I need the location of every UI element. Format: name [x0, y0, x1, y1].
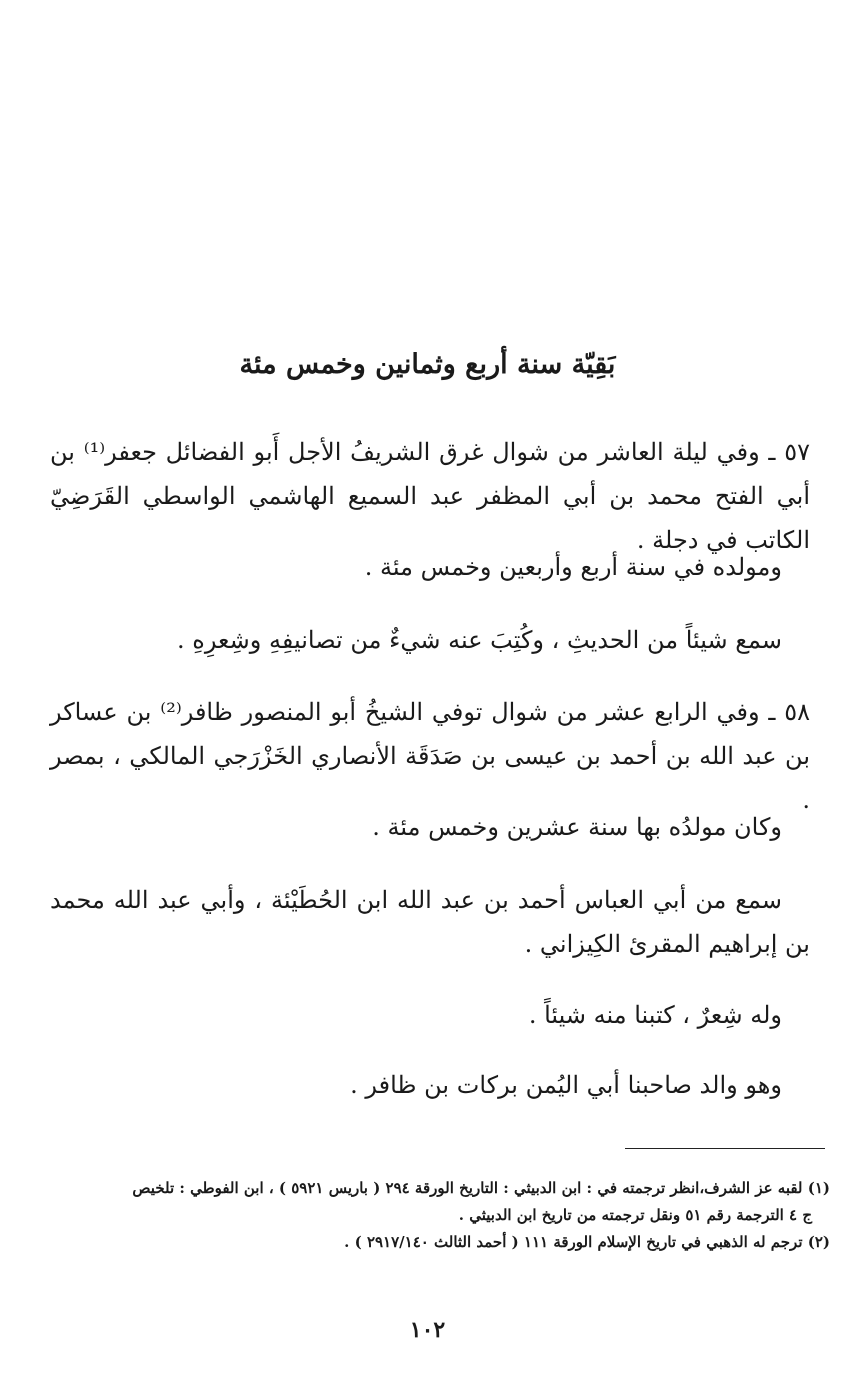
footnote-1: (١) لقبه عز الشرف،انظر ترجمته في : ابن الدبيثي : التاريخ الورقة ٢٩٤ ( باريس ٥٩٢١ ) ، ابن الفوطي : تلخيص	[132, 1179, 830, 1197]
birth-paragraph-57: ومولده في سنة أربع وأربعين وخمس مئة .	[364, 553, 782, 581]
hearing-paragraph-57: سمع شيئاً من الحديثِ ، وكُتِبَ عنه شيءٌ من تصانيفِهِ وشِعرِهِ .	[176, 626, 782, 654]
entry-58-paragraph: ٥٨ ـ وفي الرابع عشر من شوال توفي الشيخُ أبو المنصور ظافر⁽²⁾ بن عساكر بن عبد الله بن أحمد بن عيسى بن صَدَقَة الأنصاري الخَزْرَجي المالكي ، بمصر .	[50, 698, 811, 814]
section-heading: بَقِيّة سنة أربع وثمانين وخمس مئة	[239, 349, 616, 380]
footnote-2: (٢) ترجم له الذهبي في تاريخ الإسلام الورقة ١١١ ( أحمد الثالث ٢٩١٧/١٤٠ ) .	[344, 1233, 830, 1251]
poetry-paragraph-58: وله شِعرٌ ، كتبنا منه شيئاً .	[528, 1001, 782, 1029]
footnotes	[50, 1175, 830, 1256]
page-number: ١٠٢	[409, 1317, 446, 1343]
birth-paragraph-58: وكان مولدُه بها سنة عشرين وخمس مئة .	[372, 813, 782, 841]
footnote-1-continuation: ج ٤ الترجمة رقم ٥١ ونقل ترجمته من تاريخ ابن الدبيثي .	[458, 1206, 812, 1224]
hearing-paragraph-58: سمع من أبي العباس أحمد بن عبد الله ابن الحُطَيْئة ، وأبي عبد الله محمد بن إبراهيم المقرئ الكِيزاني .	[50, 886, 810, 958]
father-paragraph-58: وهو والد صاحبنا أبي اليُمن بركات بن ظافر .	[350, 1071, 782, 1099]
entry-57-paragraph: ٥٧ ـ وفي ليلة العاشر من شوال غرق الشريفُ الأجل أَبو الفضائل جعفر⁽¹⁾ بن أبي الفتح محمد بن أبي المظفر عبد السميع الهاشمي الواسطي القَرَضِيّ الكاتب في دجلة .	[50, 438, 810, 554]
footnote-divider	[625, 1148, 825, 1149]
